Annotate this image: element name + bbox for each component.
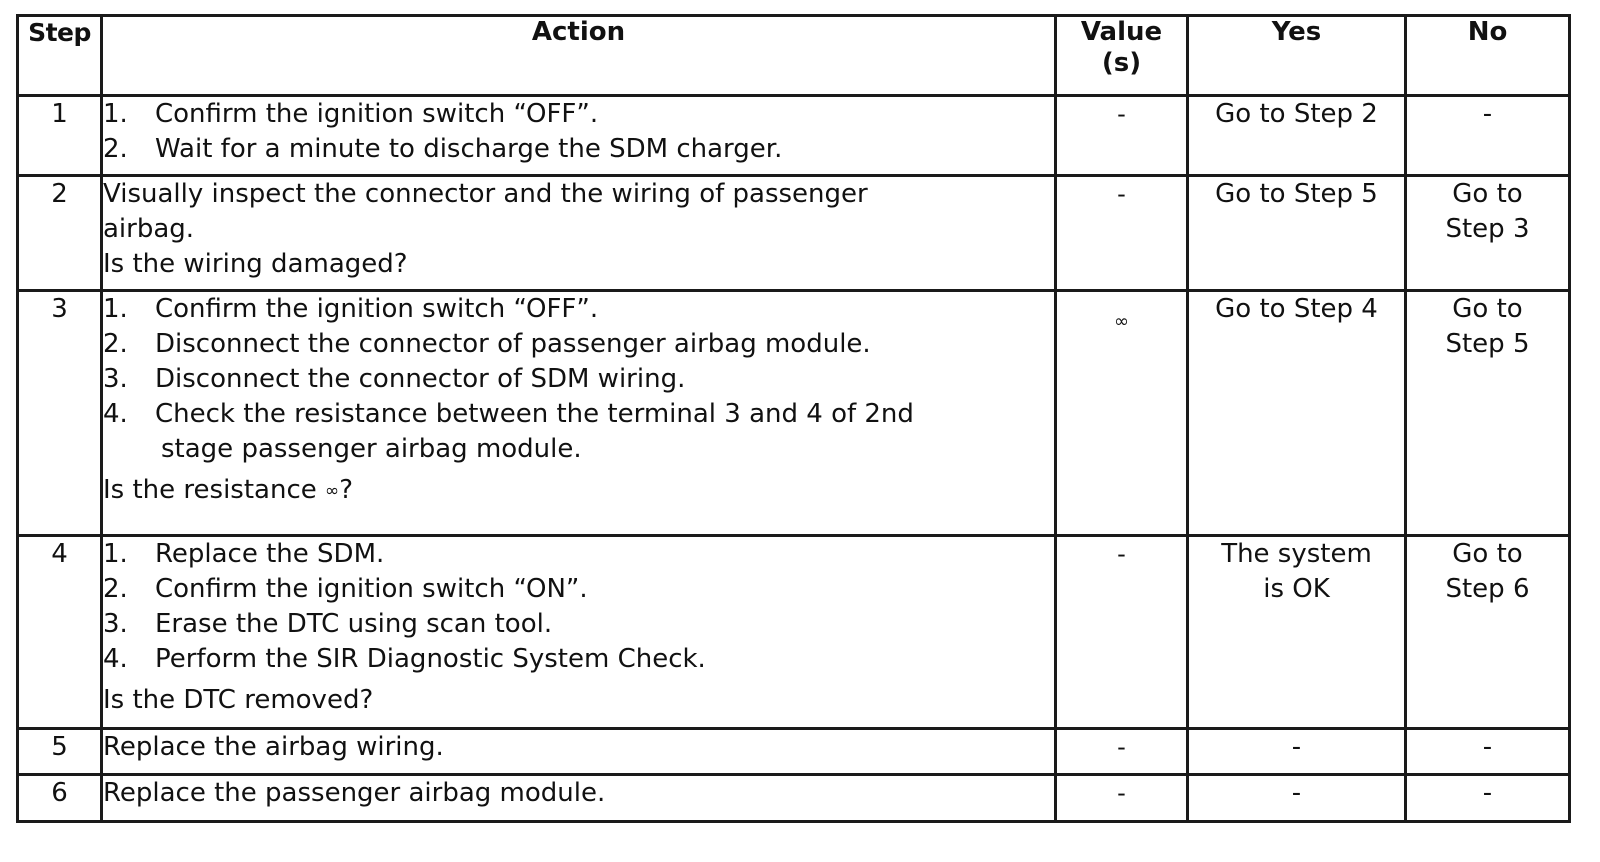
step-number: 3 — [18, 291, 102, 536]
table-row — [18, 536, 1570, 729]
list-number: 3. — [103, 609, 128, 639]
list-text: Confirm the ignition switch “ON”. — [155, 574, 588, 604]
list-text: Disconnect the connector of SDM wiring. — [155, 364, 686, 394]
header-step: Step — [18, 16, 102, 96]
list-item — [103, 572, 1054, 607]
list-text-continuation: stage passenger airbag module. — [161, 434, 582, 464]
list-item — [103, 537, 1054, 572]
value-cell: - — [1056, 729, 1188, 775]
table-row — [18, 729, 1570, 775]
list-text: Confirm the ignition switch “OFF”. — [155, 99, 599, 129]
list-item — [103, 327, 1054, 362]
infinity-symbol: ∞ — [325, 481, 340, 501]
no-cell — [1406, 536, 1570, 729]
list-number: 4. — [103, 399, 128, 429]
yes-text: The system — [1221, 539, 1372, 569]
no-cell: - — [1406, 775, 1570, 822]
no-cell: - — [1406, 96, 1570, 176]
header-value-line1: Value — [1080, 17, 1163, 47]
yes-cell: - — [1188, 775, 1406, 822]
list-text — [155, 397, 1054, 467]
diagnostic-table — [16, 14, 1571, 823]
value-cell: ∞ — [1056, 291, 1188, 536]
list-item — [103, 397, 1054, 467]
step-number: 5 — [18, 729, 102, 775]
table-row — [18, 291, 1570, 536]
yes-cell: Go to Step 2 — [1188, 96, 1406, 176]
list-number: 4. — [103, 644, 128, 674]
list-text: Perform the SIR Diagnostic System Check. — [155, 644, 706, 674]
header-value-line2: (s) — [1101, 48, 1142, 78]
no-cell — [1406, 176, 1570, 291]
no-cell — [1406, 291, 1570, 536]
yes-cell: Go to Step 4 — [1188, 291, 1406, 536]
list-number: 2. — [103, 134, 128, 164]
yes-cell: - — [1188, 729, 1406, 775]
list-item — [103, 362, 1054, 397]
list-number: 3. — [103, 364, 128, 394]
table-row — [18, 96, 1570, 176]
no-text: Step 6 — [1445, 574, 1530, 604]
list-number: 1. — [103, 99, 128, 129]
list-item — [103, 607, 1054, 642]
list-text: Erase the DTC using scan tool. — [155, 609, 553, 639]
question-prefix: Is the resistance — [103, 475, 326, 505]
list-item — [103, 292, 1054, 327]
list-item — [103, 97, 1054, 132]
no-text: Step 5 — [1445, 329, 1530, 359]
no-text: Go to — [1452, 294, 1523, 324]
yes-cell: Go to Step 5 — [1188, 176, 1406, 291]
no-cell: - — [1406, 729, 1570, 775]
value-cell: - — [1056, 775, 1188, 822]
step-number: 4 — [18, 536, 102, 729]
table-row — [18, 176, 1570, 291]
action-text: Replace the passenger airbag module. — [102, 775, 1056, 822]
action-list — [103, 537, 1054, 677]
list-number: 2. — [103, 329, 128, 359]
question-text: Is the wiring damaged? — [103, 249, 408, 279]
value-cell: - — [1056, 176, 1188, 291]
action-text: airbag. — [103, 214, 195, 244]
action-list — [103, 292, 1054, 467]
no-text: Go to — [1452, 539, 1523, 569]
yes-text: is OK — [1263, 574, 1330, 604]
list-text: Confirm the ignition switch “OFF”. — [155, 294, 599, 324]
value-cell: - — [1056, 536, 1188, 729]
no-text: Go to — [1452, 179, 1523, 209]
header-action: Action — [102, 16, 1056, 96]
action-cell — [102, 96, 1056, 176]
action-cell — [102, 536, 1056, 729]
step-number: 6 — [18, 775, 102, 822]
header-value — [1056, 16, 1188, 96]
action-cell — [102, 291, 1056, 536]
action-text: Replace the airbag wiring. — [102, 729, 1056, 775]
action-cell — [102, 176, 1056, 291]
header-row — [18, 16, 1570, 96]
list-number: 1. — [103, 294, 128, 324]
list-text: Replace the SDM. — [155, 539, 385, 569]
list-number: 2. — [103, 574, 128, 604]
list-text-line: Check the resistance between the terminal 3 and 4 of 2nd — [155, 399, 914, 429]
no-text: Step 3 — [1445, 214, 1530, 244]
table-row — [18, 775, 1570, 822]
list-text: Wait for a minute to discharge the SDM charger. — [155, 134, 783, 164]
list-text: Disconnect the connector of passenger airbag module. — [155, 329, 871, 359]
step-number: 1 — [18, 96, 102, 176]
list-item — [103, 642, 1054, 677]
step-number: 2 — [18, 176, 102, 291]
value-cell: - — [1056, 96, 1188, 176]
question-suffix: ? — [339, 475, 353, 505]
list-item — [103, 132, 1054, 167]
list-number: 1. — [103, 539, 128, 569]
action-text: Visually inspect the connector and the wiring of passenger — [103, 179, 868, 209]
yes-cell — [1188, 536, 1406, 729]
question-text — [103, 473, 1054, 511]
question-text: Is the DTC removed? — [103, 685, 374, 715]
header-yes: Yes — [1188, 16, 1406, 96]
header-no: No — [1406, 16, 1570, 96]
action-list — [103, 97, 1054, 167]
